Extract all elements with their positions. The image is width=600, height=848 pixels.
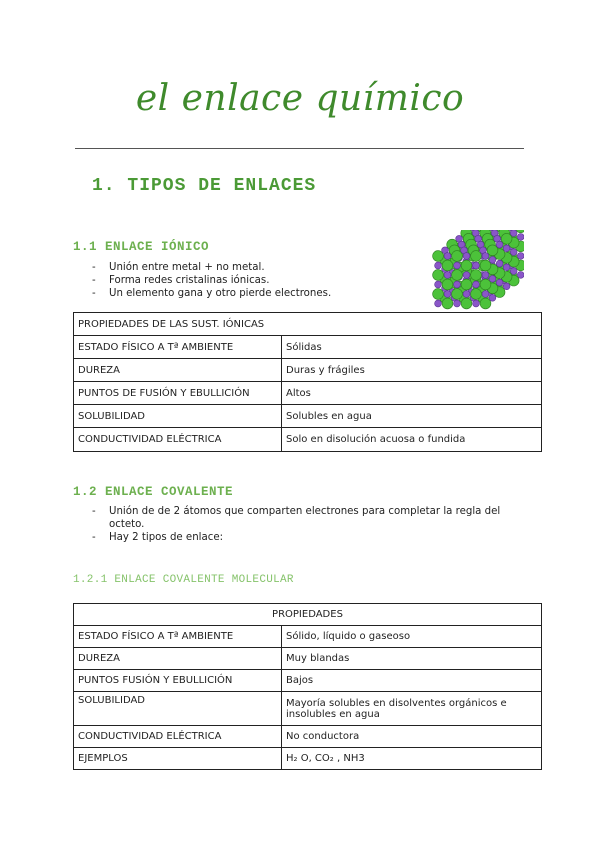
table-row [74,670,542,692]
sodium-atom [463,253,470,260]
property-value: Muy blandas [282,648,542,670]
property-value: Bajos [282,670,542,692]
list-item: - Unión entre metal + no metal. [92,261,331,274]
heading-covalente-molecular: 1.2.1 ENLACE COVALENTE MOLECULAR [73,574,294,586]
property-name: CONDUCTIVIDAD ELÉCTRICA [74,726,282,748]
chlorine-atom [471,270,482,281]
ionic-bullet-list [92,261,331,300]
table-row [74,748,542,770]
property-name: ESTADO FÍSICO A Tª AMBIENTE [74,626,282,648]
chlorine-atom [433,251,444,262]
table-header: PROPIEDADES DE LAS SUST. IÓNICAS [74,313,542,336]
table-row [74,359,542,382]
covalent-bullet-list [92,505,522,544]
chlorine-atom [452,270,463,281]
document-title: el enlace químico [135,78,465,119]
chlorine-atom [442,260,453,271]
section-heading-tipos: 1. TIPOS DE ENLACES [92,176,317,196]
sodium-atom [510,249,517,256]
sodium-atom [482,291,489,298]
table-row [74,692,542,726]
sodium-atom [463,272,470,279]
property-value: Mayoría solubles en disolventes orgánicos e insolubles en agua [282,692,542,726]
ionic-properties-table [73,312,542,452]
sodium-atom [482,253,489,260]
sodium-atom [503,283,510,290]
sodium-atom [503,264,510,271]
property-name: EJEMPLOS [74,748,282,770]
sodium-atom [444,253,451,260]
property-name: DUREZA [74,359,282,382]
sodium-atom [473,300,480,307]
chlorine-atom [442,298,453,309]
table-row [74,405,542,428]
chlorine-atom [452,251,463,262]
chlorine-atom [433,289,444,300]
chlorine-atom [452,289,463,300]
list-item: - Un elemento gana y otro pierde electrones. [92,287,331,300]
table-row [74,648,542,670]
chlorine-atom [480,298,491,309]
sodium-atom [444,291,451,298]
sodium-atom [496,279,503,286]
sodium-atom [463,291,470,298]
property-name: ESTADO FÍSICO A Tª AMBIENTE [74,336,282,359]
table-row [74,626,542,648]
sodium-atom [444,272,451,279]
property-value: Duras y frágiles [282,359,542,382]
property-name: DUREZA [74,648,282,670]
sodium-atom [503,245,510,252]
sodium-atom [435,300,442,307]
sodium-atom [454,262,461,269]
sodium-atom [510,268,517,275]
chlorine-atom [442,279,453,290]
sodium-atom [510,230,517,237]
property-name: CONDUCTIVIDAD ELÉCTRICA [74,428,282,452]
list-item: - Unión de de 2 átomos que comparten electrones para completar la regla del octeto. [92,505,522,531]
table-row [74,726,542,748]
table-header: PROPIEDADES [74,604,542,626]
covalent-properties-table [73,603,542,770]
chlorine-atom [461,279,472,290]
chlorine-atom [461,298,472,309]
chlorine-atom [501,233,512,244]
chlorine-atom [471,289,482,300]
sodium-atom [454,281,461,288]
chlorine-atom [487,245,498,256]
sodium-atom [496,260,503,267]
property-value: Solo en disolución acuosa o fundida [282,428,542,452]
sodium-atom [435,281,442,288]
sodium-atom [496,241,503,248]
property-name: SOLUBILIDAD [74,692,282,726]
heading-enlace-covalente: 1.2 ENLACE COVALENTE [73,485,234,499]
property-value: Altos [282,382,542,405]
table-row [74,382,542,405]
list-item: - Hay 2 tipos de enlace: [92,531,522,544]
heading-enlace-ionico: 1.1 ENLACE IÓNICO [73,240,210,254]
sodium-atom [454,300,461,307]
property-value: Sólido, líquido o gaseoso [282,626,542,648]
chlorine-atom [480,260,491,271]
sodium-atom [482,272,489,279]
sodium-atom [435,262,442,269]
sodium-atom [473,281,480,288]
property-value: Solubles en agua [282,405,542,428]
property-value: Sólidas [282,336,542,359]
table-row [74,428,542,452]
title-divider [75,148,524,149]
table-row [74,336,542,359]
property-name: PUNTOS DE FUSIÓN Y EBULLICIÓN [74,382,282,405]
chlorine-atom [480,279,491,290]
chlorine-atom [471,251,482,262]
property-name: SOLUBILIDAD [74,405,282,428]
chlorine-atom [461,260,472,271]
chlorine-atom [433,270,444,281]
list-item: - Forma redes cristalinas iónicas. [92,274,331,287]
property-value: No conductora [282,726,542,748]
property-value: H₂ O, CO₂ , NH3 [282,748,542,770]
nacl-crystal-image [428,230,524,314]
sodium-atom [473,262,480,269]
property-name: PUNTOS FUSIÓN Y EBULLICIÓN [74,670,282,692]
